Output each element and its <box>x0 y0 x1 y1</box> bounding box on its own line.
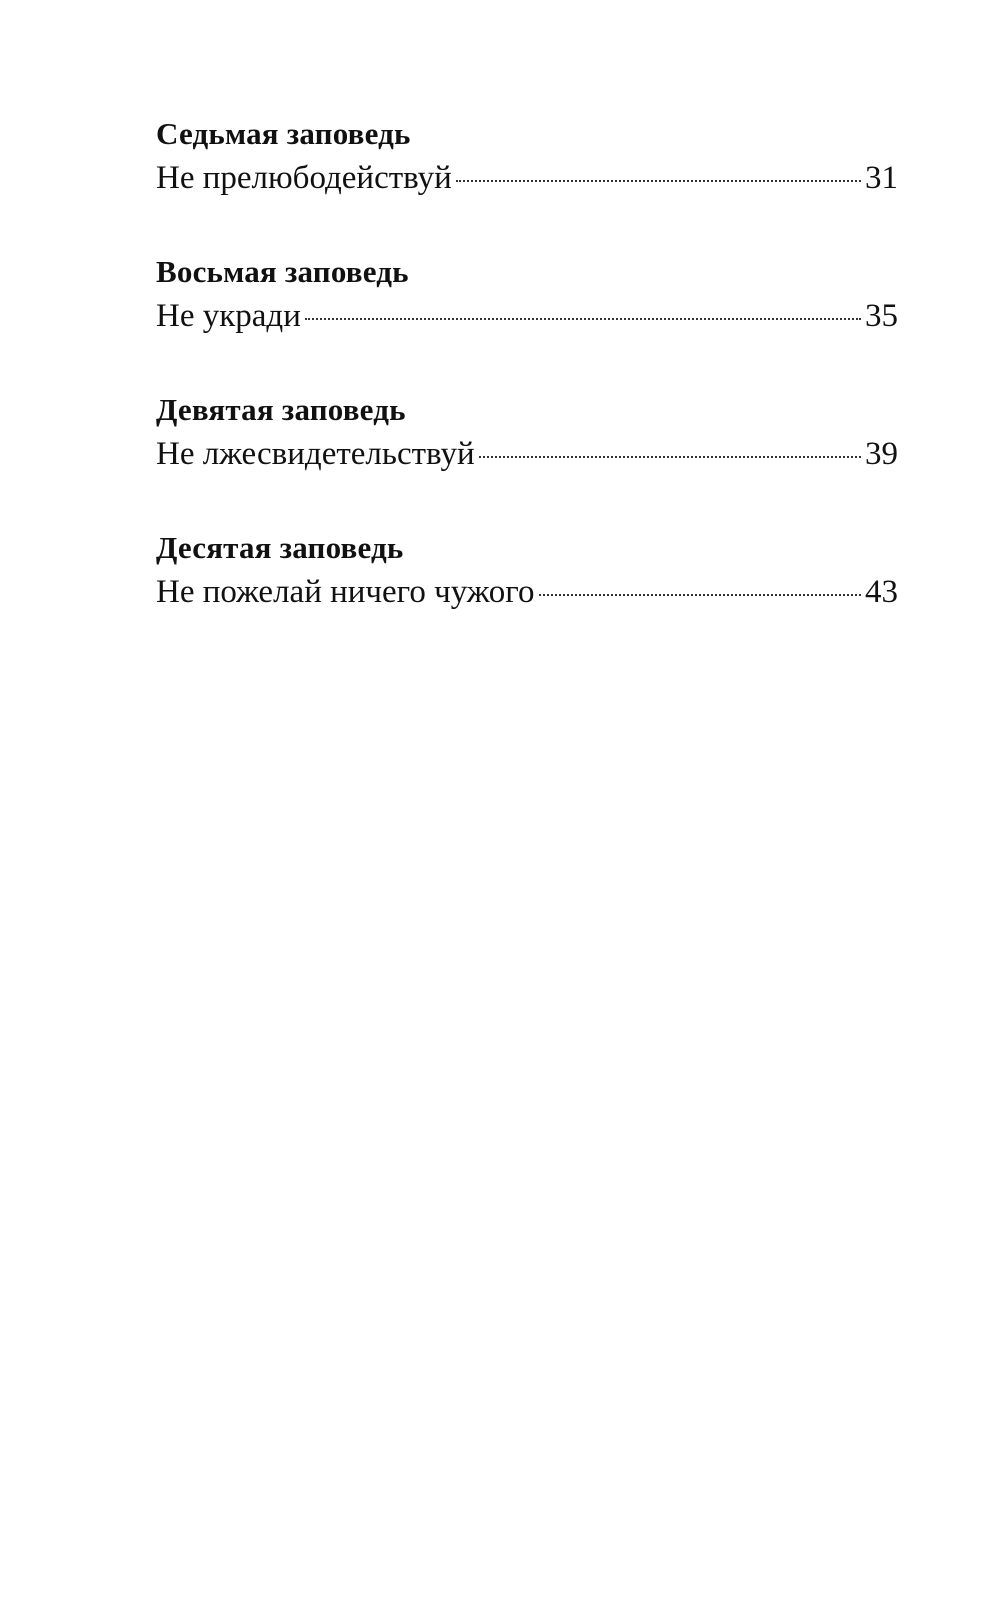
dot-leader <box>479 456 861 458</box>
dot-leader <box>539 594 862 596</box>
toc-entry-ninth <box>156 388 898 476</box>
entry-line[interactable] <box>156 294 898 338</box>
entry-page-number: 39 <box>865 436 898 472</box>
entry-title: Не лжесвидетельствуй <box>156 436 475 472</box>
table-of-contents <box>156 112 898 664</box>
entry-page-number: 43 <box>865 574 898 610</box>
entry-title: Не пожелай ничего чужого <box>156 574 535 610</box>
entry-line[interactable] <box>156 570 898 614</box>
entry-title: Не укради <box>156 298 301 334</box>
entry-title: Не прелюбодействуй <box>156 160 452 196</box>
toc-entry-eighth <box>156 250 898 338</box>
toc-entry-tenth <box>156 526 898 614</box>
toc-entry-seventh <box>156 112 898 200</box>
entry-line[interactable] <box>156 432 898 476</box>
entry-page-number: 35 <box>865 298 898 334</box>
entry-heading: Девятая заповедь <box>156 392 406 427</box>
dot-leader <box>456 180 861 182</box>
entry-page-number: 31 <box>865 160 898 196</box>
entry-heading: Седьмая заповедь <box>156 116 411 151</box>
dot-leader <box>305 318 861 320</box>
entry-heading: Восьмая заповедь <box>156 254 409 289</box>
entry-heading: Десятая заповедь <box>156 530 404 565</box>
entry-line[interactable] <box>156 156 898 200</box>
